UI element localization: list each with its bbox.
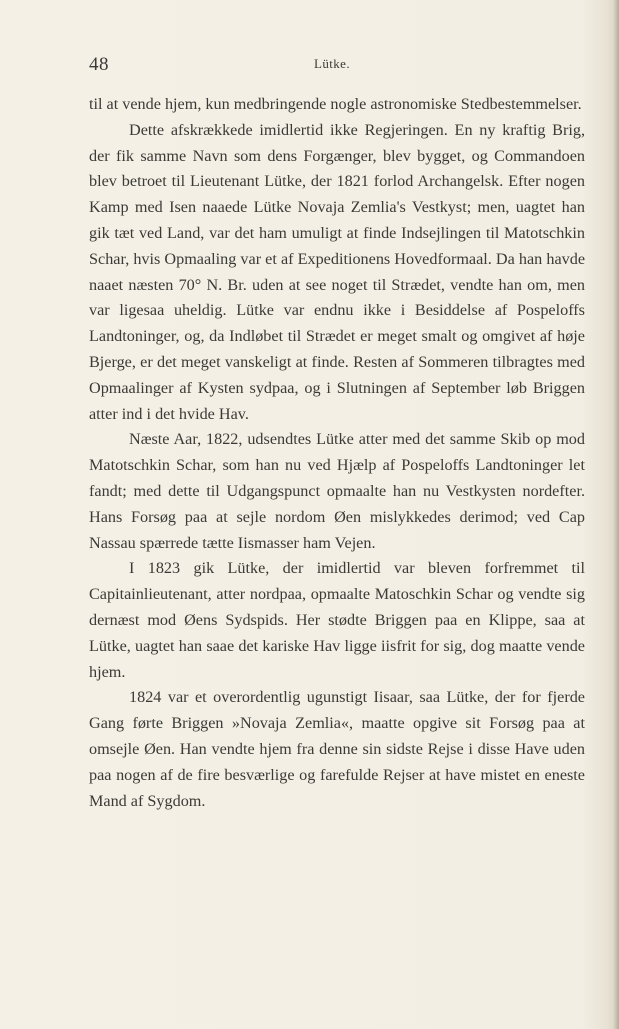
paragraph: Næste Aar, 1822, udsendtes Lütke atter med det samme Skib op mod Matotschkin Schar, som han nu ved Hjælp af Pospeloffs Landtoninger let fandt; med dette til Udgangspunct opmaalte han nu Vestkysten nordefter. Hans Forsøg paa at sejle nordom Øen mislykkedes derimod; ved Cap Nassau spærrede tætte Iismasser ham Vejen. [89, 430, 585, 552]
body-text [89, 92, 585, 814]
paragraph: Dette afskrækkede imidlertid ikke Regjeringen. En ny kraftig Brig, der fik samme Navn som dens Forgænger, blev bygget, og Commandoen blev betroet til Lieutenant Lütke, der 1821 forlod Archangelsk. Efter nogen Kamp med Isen naaede Lütke Novaja Zemlia's Vestkyst; men, uagtet han gik tæt ved Land, var det ham umuligt at finde Indsejlingen til Matotschkin Schar, hvis Opmaaling var et af Expeditionens Hovedformaal. Da han havde naaet næsten 70° N. Br. uden at see noget til Strædet, vendte han om, men var ligesaa uheldig. Lütke var endnu ikke i Besiddelse af Pospeloffs Landtoninger, og, da Indløbet til Strædet er meget smalt og omgivet af høje Bjerge, er det meget vanskeligt at finde. Resten af Sommeren tilbragtes med Opmaalinger af Kysten sydpaa, og i Slutningen af September løb Briggen atter ind i det hvide Hav. [89, 120, 585, 423]
page-header [89, 54, 585, 80]
running-head: Lütke. [314, 56, 350, 71]
page-number: 48 [89, 54, 109, 75]
page-edge-shadow [613, 0, 619, 1029]
paragraph: 1824 var et overordentlig ugunstigt Iisaar, saa Lütke, der for fjerde Gang førte Briggen »Novaja Zemlia«, maatte opgive sit Forsøg paa at omsejle Øen. Han vendte hjem fra denne sin sidste Rejse i disse Have uden paa nogen af de fire besværlige og farefulde Rejser at have mistet en eneste Mand af Sygdom. [89, 688, 585, 810]
paragraph: I 1823 gik Lütke, der imidlertid var bleven forfremmet til Capitainlieutenant, atter nordpaa, opmaalte Matoschkin Schar og vendte sig dernæst mod Øens Sydspids. Her stødte Briggen paa en Klippe, saa at Lütke, uagtet han saae det kariske Hav ligge iisfrit for sig, dog maatte vende hjem. [89, 559, 585, 681]
paragraph-continuation: til at vende hjem, kun medbringende nogle astronomiske Stedbestemmelser. [89, 95, 582, 113]
